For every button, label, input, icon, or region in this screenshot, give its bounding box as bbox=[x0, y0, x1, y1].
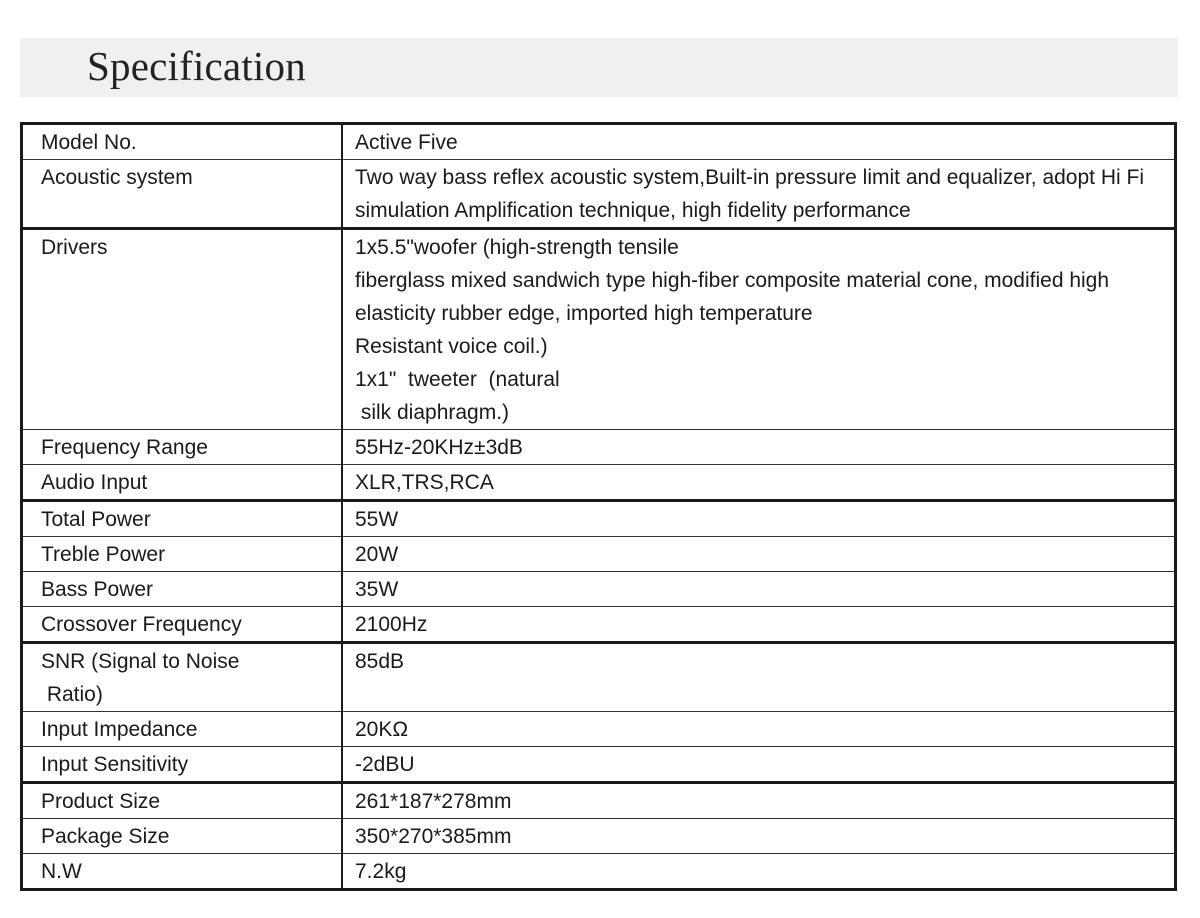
spec-value bbox=[342, 747, 1176, 783]
spec-value-line: Active Five bbox=[355, 131, 458, 154]
spec-label: Treble Power bbox=[22, 537, 343, 572]
spec-label: Product Size bbox=[22, 783, 343, 819]
spec-row-input-impedance bbox=[22, 712, 1176, 747]
spec-value-line: elasticity rubber edge, imported high temperature bbox=[355, 302, 813, 325]
spec-label: Input Impedance bbox=[22, 712, 343, 747]
spec-row-net-weight bbox=[22, 854, 1176, 890]
page-title: Specification bbox=[87, 43, 306, 89]
spec-value bbox=[342, 854, 1176, 890]
spec-label: Acoustic system bbox=[22, 160, 343, 229]
spec-value-line: 20KΩ bbox=[355, 718, 409, 741]
spec-value bbox=[342, 160, 1176, 229]
spec-value bbox=[342, 643, 1176, 712]
spec-row-package-size bbox=[22, 819, 1176, 854]
spec-value-line: simulation Amplification technique, high fidelity performance bbox=[355, 199, 911, 222]
spec-label: Crossover Frequency bbox=[22, 607, 343, 643]
spec-value-line: XLR,TRS,RCA bbox=[355, 471, 494, 494]
spec-row-frequency-range bbox=[22, 430, 1176, 465]
spec-label: Package Size bbox=[22, 819, 343, 854]
spec-value-line: 20W bbox=[355, 543, 399, 566]
spec-value-line: 55W bbox=[355, 508, 399, 531]
spec-value-line: 1x1" tweeter (natural bbox=[355, 368, 560, 391]
spec-value bbox=[342, 819, 1176, 854]
spec-value-line: -2dBU bbox=[355, 753, 415, 776]
spec-value bbox=[342, 572, 1176, 607]
spec-label: N.W bbox=[22, 854, 343, 890]
spec-row-product-size bbox=[22, 783, 1176, 819]
spec-label: Frequency Range bbox=[22, 430, 343, 465]
spec-row-snr bbox=[22, 643, 1176, 712]
spec-row-bass-power bbox=[22, 572, 1176, 607]
spec-value bbox=[342, 537, 1176, 572]
spec-value-line: 7.2kg bbox=[355, 860, 407, 883]
spec-table bbox=[20, 122, 1177, 891]
spec-row-audio-input bbox=[22, 465, 1176, 501]
spec-row-drivers bbox=[22, 229, 1176, 430]
spec-value-line: 85dB bbox=[355, 650, 405, 673]
spec-label-line: Ratio) bbox=[41, 683, 103, 706]
spec-value-line: fiberglass mixed sandwich type high-fiber composite material cone, modified high bbox=[355, 269, 1110, 292]
spec-value bbox=[342, 501, 1176, 537]
spec-value bbox=[342, 712, 1176, 747]
spec-label-line: SNR (Signal to Noise bbox=[41, 650, 240, 673]
spec-value-line: 261*187*278mm bbox=[355, 790, 512, 813]
spec-row-crossover-frequency bbox=[22, 607, 1176, 643]
spec-value bbox=[342, 465, 1176, 501]
spec-value-line: Two way bass reflex acoustic system,Built-in pressure limit and equalizer, adopt Hi Fi bbox=[355, 166, 1144, 189]
spec-label bbox=[22, 643, 343, 712]
spec-value-line: 35W bbox=[355, 578, 399, 601]
spec-value bbox=[342, 430, 1176, 465]
spec-value-line: 55Hz-20KHz±3dB bbox=[355, 436, 523, 459]
spec-value-line: 2100Hz bbox=[355, 613, 428, 636]
spec-value bbox=[342, 229, 1176, 430]
spec-value-line: Resistant voice coil.) bbox=[355, 335, 548, 358]
spec-value bbox=[342, 783, 1176, 819]
spec-row-input-sensitivity bbox=[22, 747, 1176, 783]
spec-label: Drivers bbox=[22, 229, 343, 430]
spec-row-total-power bbox=[22, 501, 1176, 537]
spec-value-line: 1x5.5"woofer (high-strength tensile bbox=[355, 236, 679, 259]
title-bar bbox=[20, 38, 1178, 97]
spec-label: Bass Power bbox=[22, 572, 343, 607]
spec-label: Model No. bbox=[22, 124, 343, 160]
spec-row-acoustic-system bbox=[22, 160, 1176, 229]
spec-value-line: silk diaphragm.) bbox=[355, 401, 510, 424]
spec-label: Total Power bbox=[22, 501, 343, 537]
spec-value bbox=[342, 607, 1176, 643]
spec-label: Audio Input bbox=[22, 465, 343, 501]
spec-value-line: 350*270*385mm bbox=[355, 825, 512, 848]
spec-row-model bbox=[22, 124, 1176, 160]
spec-value bbox=[342, 124, 1176, 160]
spec-label: Input Sensitivity bbox=[22, 747, 343, 783]
spec-row-treble-power bbox=[22, 537, 1176, 572]
